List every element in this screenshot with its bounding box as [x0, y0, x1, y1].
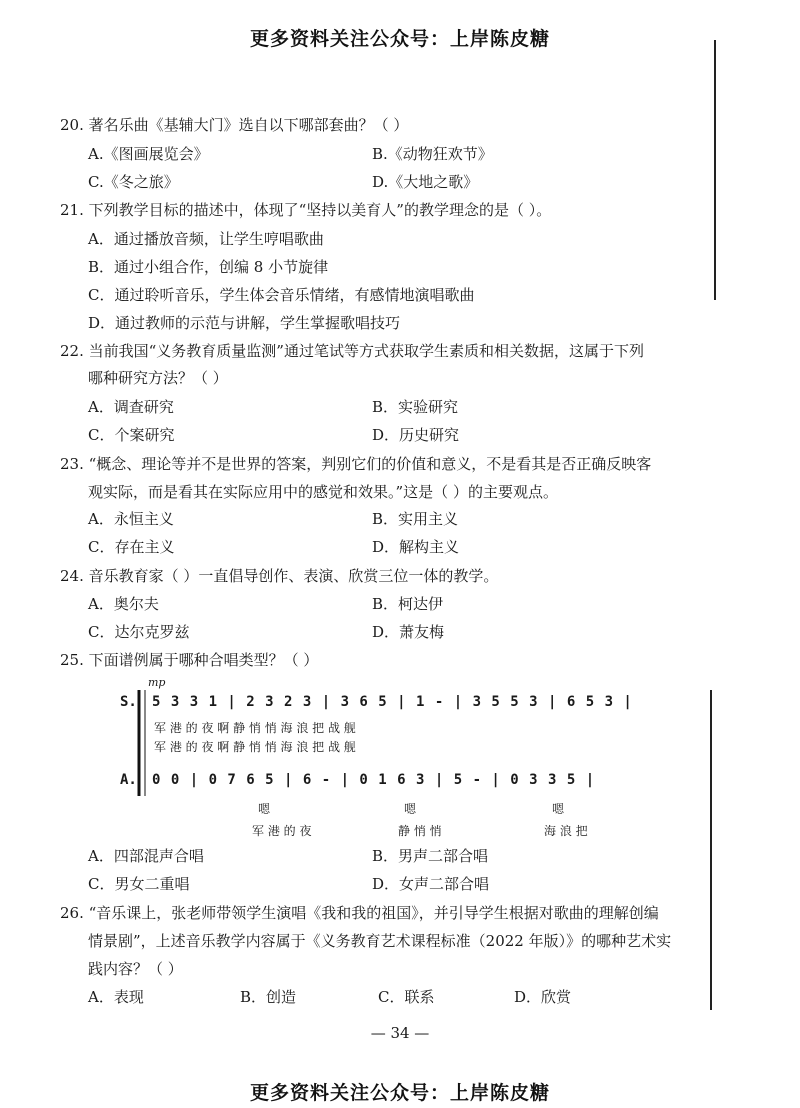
alto-hum-3: 嗯	[552, 802, 565, 816]
q22-option-a: A．调查研究	[88, 398, 174, 416]
soprano-lyric-1: 军 港 的 夜 啊 静 悄 悄 海 浪 把 战 舰	[154, 721, 356, 735]
q23-option-b: B．实用主义	[372, 510, 459, 528]
q24-stem: 24. 音乐教育家（ ）一直倡导创作、表演、欣赏三位一体的教学。	[60, 567, 499, 585]
q26-stem-line1: 26. “音乐课上，张老师带领学生演唱《我和我的祖国》，并引导学生根据对歌曲的理解创编	[60, 904, 659, 922]
q21-option-d: D．通过教师的示范与讲解，学生掌握歌唱技巧	[88, 314, 401, 332]
q20-option-c: C.《冬之旅》	[88, 173, 179, 191]
q22-option-b: B．实验研究	[372, 398, 459, 416]
soprano-label: S.	[120, 694, 137, 710]
alto-notes: 0 0 | 0 7 6 5 | 6 - | 0 1 6 3 | 5 - | 0 3 3 5 |	[152, 772, 596, 788]
soprano-lyric-2: 军 港 的 夜 啊 静 悄 悄 海 浪 把 战 舰	[154, 740, 356, 754]
q22-stem-line1: 22. 当前我国“义务教育质量监测”通过笔试等方式获取学生素质和相关数据，这属于下列	[60, 342, 644, 360]
q21-stem: 21. 下列教学目标的描述中，体现了“坚持以美育人”的教学理念的是（ ）。	[60, 201, 552, 219]
q25-option-c: C．男女二重唱	[88, 875, 190, 893]
q21-option-b: B．通过小组合作，创编 8 小节旋律	[88, 258, 329, 276]
q22-option-c: C．个案研究	[88, 426, 175, 444]
q24-option-d: D．萧友梅	[372, 623, 445, 641]
dynamic-mark: mp	[148, 676, 166, 689]
alto-lyric-1: 军 港 的 夜	[252, 824, 312, 838]
q21-option-a: A．通过播放音频，让学生哼唱歌曲	[88, 230, 324, 248]
scan-edge-bottom	[710, 690, 712, 1010]
q24-option-b: B．柯达伊	[372, 595, 444, 613]
scan-edge-top	[714, 40, 716, 300]
q25-option-a: A．四部混声合唱	[88, 847, 204, 865]
q24-option-c: C．达尔克罗兹	[88, 623, 190, 641]
q23-stem-line2: 观实际，而是看其在实际应用中的感觉和效果。”这是（ ）的主要观点。	[88, 483, 558, 501]
q24-option-a: A．奥尔夫	[88, 595, 159, 613]
soprano-notes: 5 3 3 1 | 2 3 2 3 | 3 6 5 | 1 - | 3 5 5 3 | 6 5 3 |	[152, 694, 633, 710]
q23-stem-line1: 23. “概念、理论等并不是世界的答案，判别它们的价值和意义，不是看其是否正确反映客	[60, 455, 652, 473]
q23-option-a: A．永恒主义	[88, 510, 174, 528]
q21-option-c: C．通过聆听音乐，学生体会音乐情绪，有感情地演唱歌曲	[88, 286, 475, 304]
q22-stem-line2: 哪种研究方法？（ ）	[88, 369, 228, 387]
footer-banner: 更多资料关注公众号：上岸陈皮糖	[249, 1082, 550, 1104]
q20-stem: 20. 著名乐曲《基辅大门》选自以下哪部套曲？（ ）	[60, 116, 409, 134]
q20-option-d: D.《大地之歌》	[372, 173, 479, 191]
alto-lyric-2: 静 悄 悄	[398, 824, 442, 838]
q26-option-b: B．创造	[240, 988, 297, 1006]
header-banner: 更多资料关注公众号：上岸陈皮糖	[249, 28, 550, 50]
q23-option-c: C．存在主义	[88, 538, 175, 556]
q20-option-a: A.《图画展览会》	[88, 145, 209, 163]
alto-hum-2: 嗯	[404, 802, 417, 816]
alto-label: A.	[120, 772, 137, 788]
alto-hum-1: 嗯	[258, 802, 271, 816]
q26-option-c: C．联系	[378, 988, 435, 1006]
alto-lyric-3: 海 浪 把	[544, 824, 588, 838]
q26-option-a: A．表现	[88, 988, 144, 1006]
q25-option-d: D．女声二部合唱	[372, 875, 490, 893]
q25-stem: 25. 下面谱例属于哪种合唱类型？（ ）	[60, 651, 319, 669]
q22-option-d: D．历史研究	[372, 426, 460, 444]
q25-option-b: B．男声二部合唱	[372, 847, 489, 865]
q20-option-b: B.《动物狂欢节》	[372, 145, 493, 163]
q26-stem-line2: 情景剧”，上述音乐教学内容属于《义务教育艺术课程标准（2022 年版）》的哪种艺术实	[88, 932, 672, 950]
q23-option-d: D．解构主义	[372, 538, 460, 556]
score-excerpt	[120, 676, 633, 842]
page-number: — 34 —	[370, 1024, 430, 1042]
q26-stem-line3: 践内容？（ ）	[88, 960, 183, 978]
q26-option-d: D．欣赏	[514, 988, 572, 1006]
